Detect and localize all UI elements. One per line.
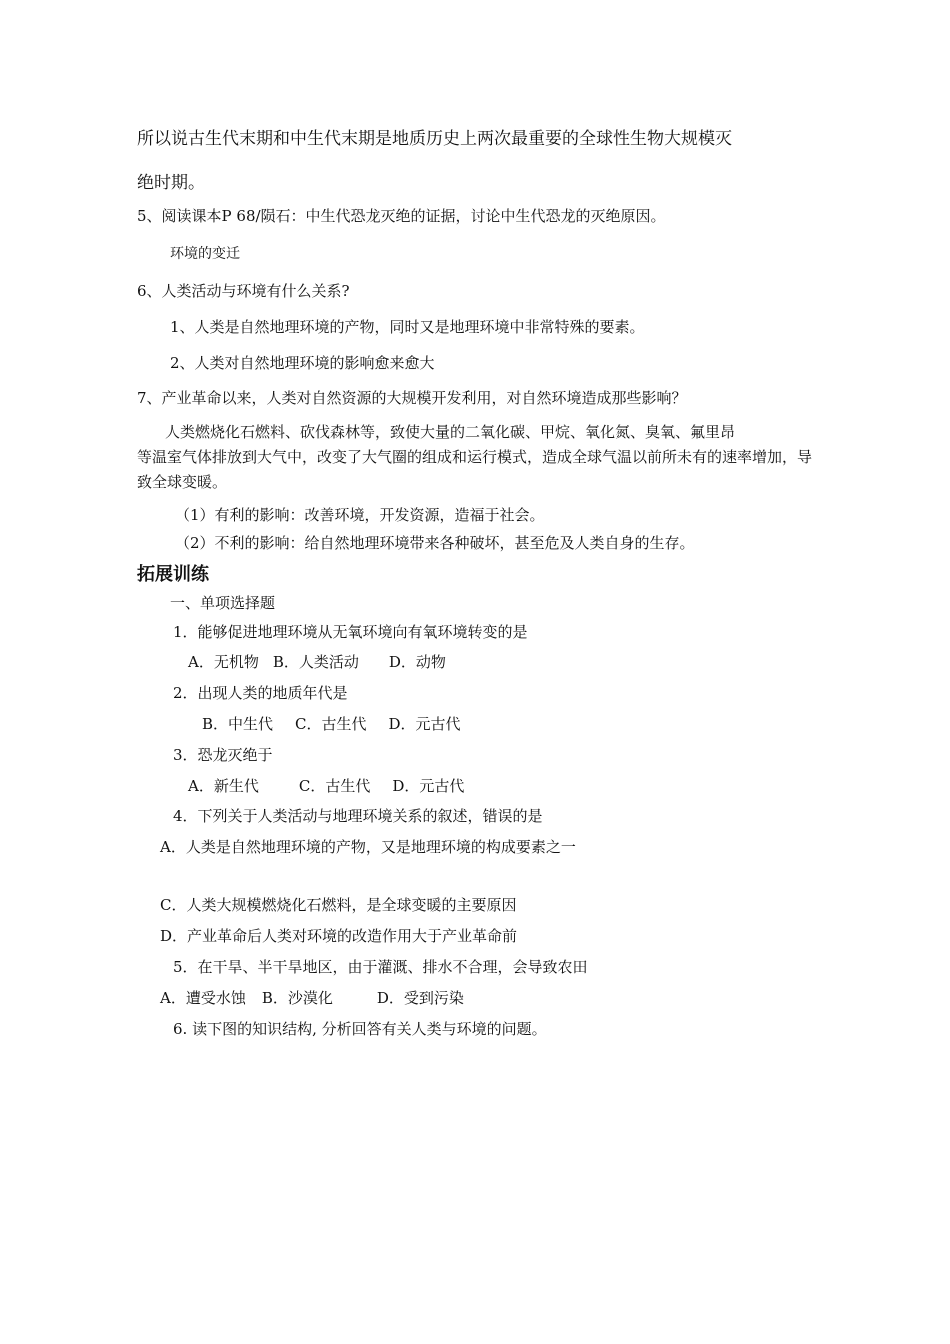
option: A．新生代 bbox=[188, 777, 259, 795]
question-6-diagram-prompt: 6. 读下图的知识结构, 分析回答有关人类与环境的问题。 bbox=[173, 1020, 547, 1038]
option: D．受到污染 bbox=[376, 989, 464, 1007]
mcq-3-stem: 3．恐龙灭绝于 bbox=[173, 746, 273, 764]
option: C．古生代 bbox=[295, 715, 367, 733]
text-line: 所以说古生代末期和中生代末期是地质历史上两次最重要的全球性生物大规模灭 bbox=[137, 129, 732, 149]
question-5-text: 5、阅读课本P 68/陨石：中生代恐龙灭绝的证据，讨论中生代恐龙的灭绝原因。 bbox=[137, 207, 666, 225]
paragraph-first-line: 人类燃烧化石燃料、砍伐森林等，致使大量的二氧化碳、甲烷、氧化氮、臭氧、氟里昂 bbox=[165, 423, 736, 441]
option: B．中生代 bbox=[202, 715, 274, 733]
mcq-4-stem: 4．下列关于人类活动与地理环境关系的叙述，错误的是 bbox=[173, 807, 543, 825]
option: D．元古代 bbox=[388, 715, 461, 733]
mcq-4-option-a: A．人类是自然地理环境的产物，又是地理环境的构成要素之一 bbox=[160, 838, 576, 856]
option: C．古生代 bbox=[298, 777, 371, 795]
mcq-1-stem: 1．能够促进地理环境从无氧环境向有氧环境转变的是 bbox=[173, 623, 528, 641]
answer-7-favorable: （1）有利的影响：改善环境，开发资源，造福于社会。 bbox=[175, 506, 545, 524]
option: D．元古代 bbox=[392, 777, 465, 795]
option: B．沙漠化 bbox=[261, 989, 333, 1007]
section-title: 拓展训练 bbox=[137, 564, 209, 585]
mcq-4-option-d: D．产业革命后人类对环境的改造作用大于产业革命前 bbox=[160, 927, 518, 945]
text-line: 绝时期。 bbox=[137, 173, 205, 193]
subheading-environment-change: 环境的变迁 bbox=[170, 246, 240, 262]
answer-6-point-2: 2、人类对自然地理环境的影响愈来愈大 bbox=[170, 354, 435, 372]
mcq-5-options bbox=[160, 987, 464, 1008]
option: D．动物 bbox=[388, 653, 446, 671]
mcq-1-options bbox=[188, 651, 446, 672]
mcq-3-options bbox=[188, 775, 464, 796]
paragraph-rest: 等温室气体排放到大气中，改变了大气圈的组成和运行模式，造成全球气温以前所未有的速率增加，导致全球变暖。 bbox=[137, 448, 813, 491]
answer-7-paragraph bbox=[137, 420, 817, 495]
option: B．人类活动 bbox=[272, 653, 359, 671]
question-7-text: 7、产业革命以来，人类对自然资源的大规模开发利用，对自然环境造成那些影响？ bbox=[137, 389, 687, 407]
answer-7-unfavorable: （2）不利的影响：给自然地理环境带来各种破坏，甚至危及人类自身的生存。 bbox=[175, 534, 695, 552]
option: A．无机物 bbox=[188, 653, 259, 671]
mcq-2-stem: 2．出现人类的地质年代是 bbox=[173, 684, 348, 702]
mcq-4-option-c: C．人类大规模燃烧化石燃料，是全球变暖的主要原因 bbox=[160, 896, 517, 914]
answer-6-point-1: 1、人类是自然地理环境的产物，同时又是地理环境中非常特殊的要素。 bbox=[170, 318, 645, 336]
section-subtitle: 一、单项选择题 bbox=[170, 594, 276, 612]
question-6-text: 6、人类活动与环境有什么关系? bbox=[137, 282, 350, 300]
option: A．遭受水蚀 bbox=[160, 989, 246, 1007]
mcq-5-stem: 5．在干旱、半干旱地区，由于灌溉、排水不合理，会导致农田 bbox=[173, 958, 588, 976]
mcq-2-options bbox=[202, 713, 461, 734]
